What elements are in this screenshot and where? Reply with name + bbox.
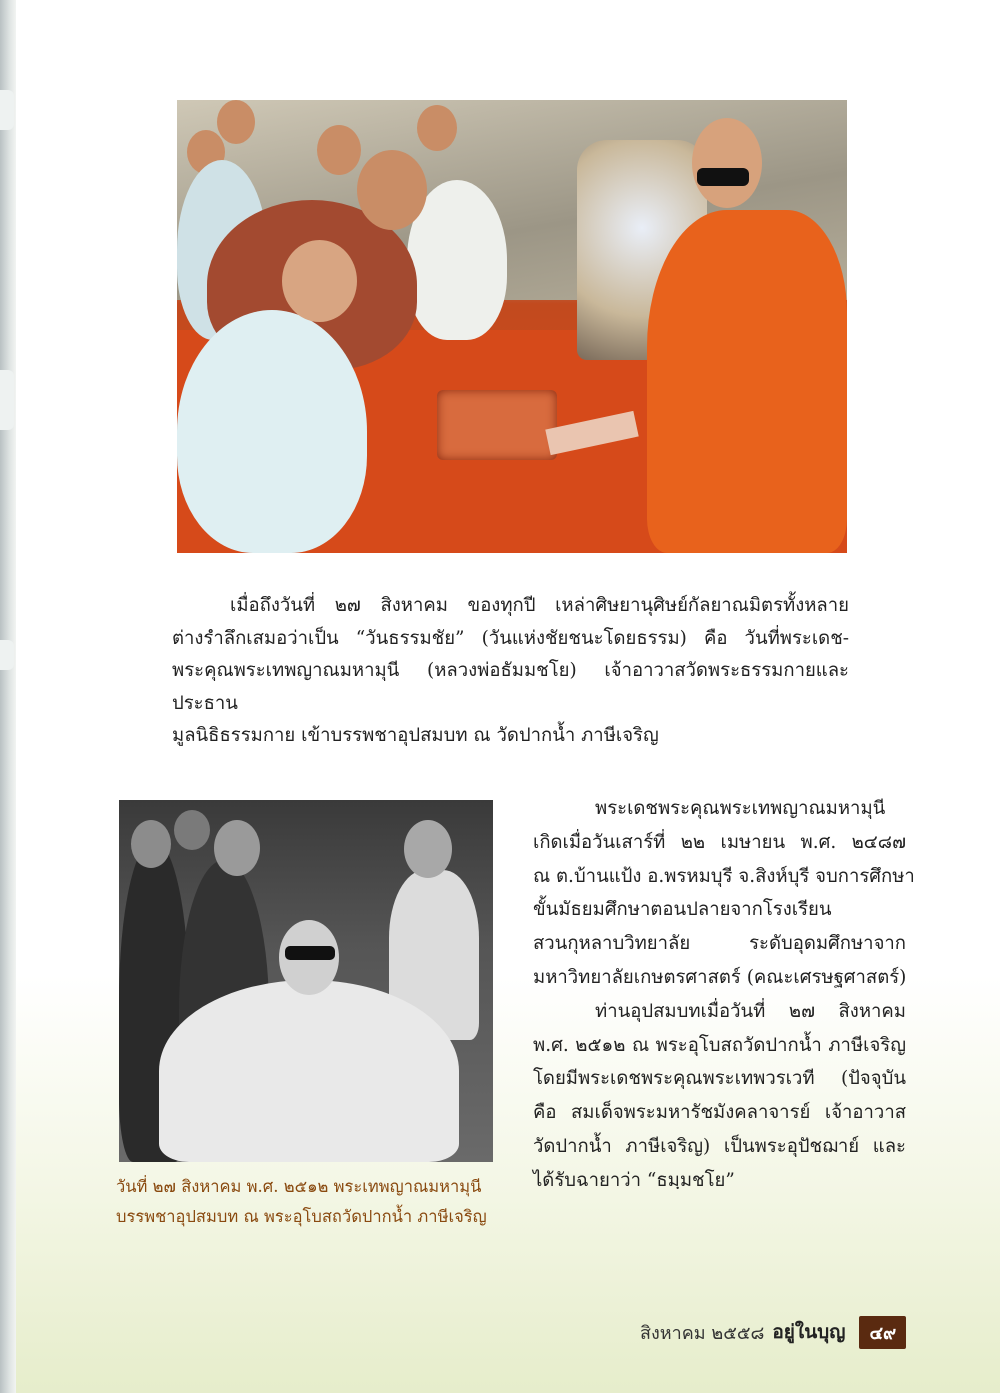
bio-line: วัดปากน้ำ ภาษีเจริญ) เป็นพระอุปัชฌาย์ และ: [533, 1135, 906, 1157]
bio-line: ณ ต.บ้านแป้ง อ.พรหมบุรี จ.สิงห์บุรี จบการศึกษา: [533, 865, 915, 887]
bio-line: สวนกุหลาบวิทยาลัย ระดับอุดมศึกษาจาก: [533, 933, 906, 955]
ordination-bw-photo: [119, 800, 493, 1162]
bio-line: ได้รับฉายาว่า “ธมฺมชโย”: [533, 1169, 735, 1191]
bio-line: ขั้นมัธยมศึกษาตอนปลายจากโรงเรียน: [533, 899, 832, 921]
bio-line: โดยมีพระเดชพระคุณพระเทพวรเวที (ปัจจุบัน: [533, 1068, 906, 1090]
photo-caption: [116, 1172, 496, 1232]
intro-line: ต่างรำลึกเสมอว่าเป็น “วันธรรมชัย” (วันแห่งชัยชนะโดยธรรม) คือ วันที่พระเดช-: [172, 627, 849, 649]
bio-line: มหาวิทยาลัยเกษตรศาสตร์ (คณะเศรษฐศาสตร์): [533, 966, 907, 988]
bio-line: ท่านอุปสมบทเมื่อวันที่ ๒๗ สิงหาคม: [595, 1000, 906, 1022]
bio-line: เกิดเมื่อวันเสาร์ที่ ๒๒ เมษายน พ.ศ. ๒๔๘๗: [533, 831, 906, 853]
bio-line: พ.ศ. ๒๕๑๒ ณ พระอุโบสถวัดปากน้ำ ภาษีเจริญ: [533, 1034, 906, 1056]
intro-paragraph: [172, 590, 849, 753]
biography-column: [533, 792, 915, 1198]
intro-line: พระคุณพระเทพญาณมหามุนี (หลวงพ่อธัมมชโย) เจ้าอาวาสวัดพระธรรมกายและประธาน: [172, 660, 849, 714]
ordination-ceremony-photo: [177, 100, 847, 553]
page-number: ๔๙: [859, 1316, 906, 1349]
issue-month: สิงหาคม ๒๕๕๘: [640, 1322, 765, 1344]
bio-line: คือ สมเด็จพระมหารัชมังคลาจารย์ เจ้าอาวาส: [533, 1102, 906, 1124]
bio-line: พระเดชพระคุณพระเทพญาณมหามุนี: [595, 798, 886, 819]
white-robe: [159, 980, 459, 1162]
intro-line: เมื่อถึงวันที่ ๒๗ สิงหาคม ของทุกปี เหล่าศิษยานุศิษย์กัลยาณมิตรทั้งหลาย: [230, 595, 849, 616]
caption-line: บรรพชาอุปสมบท ณ พระอุโบสถวัดปากน้ำ ภาษีเจริญ: [116, 1207, 487, 1226]
caption-line: วันที่ ๒๗ สิงหาคม พ.ศ. ๒๕๑๒ พระเทพญาณมหามุนี: [116, 1177, 482, 1196]
intro-line: มูลนิธิธรรมกาย เข้าบรรพชาอุปสมบท ณ วัดปากน้ำ ภาษีเจริญ: [172, 725, 659, 746]
magazine-title: อยู่ในบุญ: [772, 1321, 846, 1343]
page-edge-strip: [0, 0, 16, 1393]
offering-tray: [437, 390, 557, 460]
page-footer: [640, 1317, 906, 1347]
